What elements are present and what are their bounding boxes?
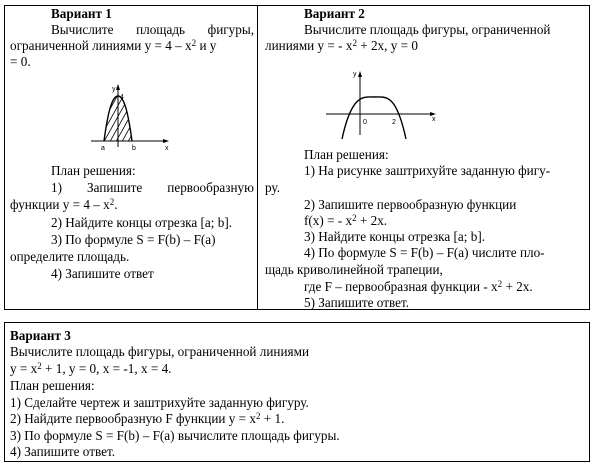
- variant-3-lines: $y = x^2 + 1$, y = 0, x = -1, x = 4.: [10, 361, 172, 376]
- variant-2-task-line2: линиями y = - $x^2 + 2x$, y = 0: [265, 38, 418, 53]
- variant-2-cell: [258, 5, 589, 309]
- variant-3-step1: 1) Сделайте чертеж и заштрихуйте заданную фигуру.: [10, 395, 309, 410]
- variant-1-cell: [5, 5, 257, 309]
- v2-graph-0-label: 0: [363, 119, 367, 126]
- variant-2-plan-title: План решения:: [304, 147, 389, 162]
- variant-3-step4: 4) Запишите ответ.: [10, 444, 116, 459]
- v2-graph-x-label: x: [432, 116, 436, 123]
- variant-1-title: Вариант 1: [51, 6, 112, 21]
- variant-3-box: [4, 322, 590, 462]
- variant-3-plan-title: План решения:: [10, 378, 95, 393]
- variant-1-task-line1: Вычислите площадь фигуры,: [51, 22, 255, 37]
- variant-1-parabola-graph: [85, 81, 175, 153]
- v1-graph-x-label: x: [165, 145, 169, 152]
- v1-graph-y-label: y: [112, 86, 116, 93]
- variant-2-step4-def: где F – первообразная функции - $x^2 + 2x$.: [304, 279, 533, 294]
- v2-graph-2-label: 2: [392, 119, 396, 126]
- variant-2-parabola-graph: [324, 63, 444, 143]
- variant-2-step2: 2) Запишите первообразную функции: [304, 197, 517, 212]
- variant-2-title: Вариант 2: [304, 6, 365, 21]
- variant-1-step1-line2: функции $y = 4 - x^2$.: [10, 197, 118, 212]
- variant-3-task: Вычислите площадь фигуры, ограниченной линиями: [10, 344, 309, 359]
- v1-graph-4-label: 4: [120, 94, 124, 101]
- variant-1-step3-line1: 3) По формуле S = F(b) – F(a): [51, 232, 216, 247]
- variant-1-step1-line1: 1) Запишите первообразную: [51, 180, 254, 195]
- variant-1-plan-title: План решения:: [51, 163, 136, 178]
- variant-3-step3: 3) По формуле S = F(b) – F(a) вычислите площадь фигуры.: [10, 428, 340, 443]
- variant-2-step5: 5) Запишите ответ.: [304, 295, 410, 310]
- v2-graph-y-label: y: [353, 71, 357, 78]
- variant-2-step1-cont: ру.: [265, 180, 280, 195]
- variant-1-step3-line2: определите площадь.: [10, 249, 130, 264]
- v1-graph-a-label: a: [101, 145, 105, 152]
- variant-1-task-line2: ограниченной линиями $y = 4 - x^2$ и y: [10, 38, 217, 53]
- variant-2-step1: 1) На рисунке заштрихуйте заданную фигу-: [304, 163, 551, 178]
- variant-3-step2: 2) Найдите первообразную F функции $y = x^2 + 1$.: [10, 411, 285, 426]
- variant-1-step4: 4) Запишите ответ: [51, 266, 154, 281]
- variant-2-task-line1: Вычислите площадь фигуры, ограниченной: [304, 22, 551, 37]
- variant-3-title: Вариант 3: [10, 328, 71, 343]
- v1-graph-b-label: b: [132, 145, 136, 152]
- variant-2-step4-cont: щадь криволинейной трапеции,: [265, 262, 443, 277]
- variant-1-step2: 2) Найдите концы отрезка [a; b].: [51, 215, 233, 230]
- variant-2-step2-fn: f(x) = - $x^2 + 2x$.: [304, 213, 388, 228]
- variant-2-step3: 3) Найдите концы отрезка [a; b].: [304, 229, 486, 244]
- variant-1-task-line3: = 0.: [10, 54, 31, 69]
- variant-2-step4: 4) По формуле S = F(b) – F(a) числите пло-: [304, 245, 545, 260]
